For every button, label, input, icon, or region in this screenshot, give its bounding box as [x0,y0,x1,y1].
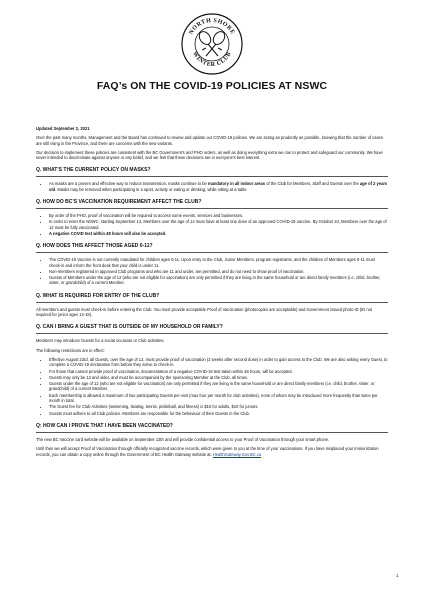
restrictions-intro: The following restrictions are in effect: [36,347,105,353]
entry-answer: All members and guests must check-in before entering the Club. You must provide acceptable Proof of Vaccination (photocopies are acceptable) and Government issued photo ID (ID not required for junior ages 12-18). [36,306,373,318]
divider [36,302,388,303]
proof-paragraph-2: Until then we will accept Proof of Vaccination through officially recognized vaccine records, which were given to you at the time of your vaccinations. If you have misplaced your immunization records, you can obtain a copy online through the Government of BC Health Gateway website at: HealthGateway.Gov.BC.ca [36,446,379,457]
list-item: • The Guest fee for Club Activities (swimming, skating, tennis, pickleball, and fitness) is $15 for adults, $10 for juniors. [49,404,388,409]
list-item: • Guests may only be 12 and older, and must be accompanied by the sponsoring Member at the Club, all times. [49,375,388,380]
vaccination-answer-list [36,213,388,236]
svg-text:WINTER CLUB [191,51,233,68]
divider [36,333,388,334]
divider [36,432,388,433]
list-item: • Guests under the age of 12 (who are not eligible for vaccination) are only permitted if they are living in the same household or are direct family members (i.e. child, brother, sister, or grandchild) of a current Member. [49,381,388,392]
health-gateway-link[interactable]: HealthGateway.Gov.BC.ca [212,451,262,457]
list-item: • As masks are a proven and effective way to reduce transmission, masks continue to be mandatory in all indoor areas of the Club for Members, Staff and Guests over the age of 2 years old. Masks may be removed when participating in a sport, activity or eating or drinking, while sitting at a table. [49,181,388,192]
list-item: • By order of the PHO, proof of vaccination will be required to access some events, services and businesses. [49,213,388,218]
crossed-racquets-crest-icon [180,12,244,76]
question-aged-0-11: Q. HOW DOES THIS AFFECT THOSE AGED 0-11? [36,243,153,250]
intro-paragraph-1: Over the past many months, Management and the Board has continued to review and update our COVID-19 policies. We are acting as prudently as possible, knowing that the number of cases are still rising in the Province, and there are concerns with the new variants. [36,135,383,146]
list-item: • Effective August 23rd, all Guests, over the age of 12, must provide proof of vaccination (2 weeks after second dose) in order to gain access to the Club. We are also asking every Guest, to complete a COVID-19 declaration form before they arrive to check-in. [49,357,388,368]
list-item: • In order to enter the NSWC, starting September 13, Members over the age of 12 must have at least one dose of an approved COVID-19 vaccine. By October 24, Members over the age of 12 must be fully vaccinated. [49,219,388,230]
list-item: • Non-members registered in approved Club programs and who are 11 and under, are permitted, and do not need to show proof of vaccination. [49,269,388,274]
divider [36,252,388,253]
question-proof-of-vaccination: Q: HOW CAN I PROVE THAT I HAVE BEEN VACCINATED? [36,422,173,429]
question-guests: Q. CAN I BRING A GUEST THAT IS OUTSIDE OF MY HOUSEHOLD OR FAMILY? [36,324,223,331]
question-vaccination-requirement: Q. HOW DO BC’S VACCINATION REQUIREMENT AFFECT THE CLUB? [36,199,202,206]
list-item: • Guests must adhere to all Club policies. Members are responsible for the behaviour of their Guests in the Club. [49,411,388,416]
list-item: • For those that cannot provide proof of vaccination, documentation of a negative COVID-19 test taken within 48 hours, will be accepted. [49,369,388,374]
divider [36,176,388,177]
masks-answer-list [36,181,388,192]
list-item: • Each membership is allowed a maximum of two participating Guests per visit (max four per month for club activities), none of whom may be introduced more frequently than twice per month in total. [49,393,388,404]
question-entry-requirements: Q. WHAT IS REQUIRED FOR ENTRY OF THE CLUB? [36,292,160,299]
divider [36,208,388,209]
guest-restrictions-list [36,357,388,416]
proof-paragraph-1: The new BC Vaccine card website will be available on September 13th and will provide confidential access to your Proof of Vaccination through your smart phone. [36,436,330,442]
club-logo [180,12,244,76]
logo-top-text: NORTH SHORE [188,17,236,36]
question-masks: Q. WHAT’S THE CURRENT POLICY ON MASKS? [36,167,151,174]
document-body [36,126,388,461]
logo-bottom-text: WINTER CLUB [191,50,233,69]
page-title: FAQ’s ON THE COVID-19 POLICIES AT NSWC [96,80,328,92]
list-item: • Guests of Members under the age of 12 (who are not eligible for vaccination) are only permitted if they are living in the same household or are direct family members (i.e. child, brother, sister, or grandchild) of a current Member. [49,275,388,286]
list-item: • A negative COVID test within 48 hours will also be accepted. [49,231,388,236]
page-number: 1 [396,573,399,578]
intro-paragraph-2: Our decision to implement these policies are consistent with the BC Government’s and PHO orders, as well as doing everything extra we can to protect and safeguard our community. We have never intended to discriminate against anyone or any belief, and we feel that these decisions are in everyone’s best interest. [36,149,383,161]
guests-answer: Members may introduce Guests for a social occasion or Club activities. [36,338,165,344]
aged-answer-list [36,257,388,285]
list-item: • The COVID-19 Vaccine is not currently mandated for children ages 0-11. Upon entry to the Club, Junior Members, program registrants, and the children of Members ages 0-11 must check-in and inform the front desk that your child is under 11. [49,257,388,268]
updated-date: Updated September 2, 2021 [36,126,90,131]
